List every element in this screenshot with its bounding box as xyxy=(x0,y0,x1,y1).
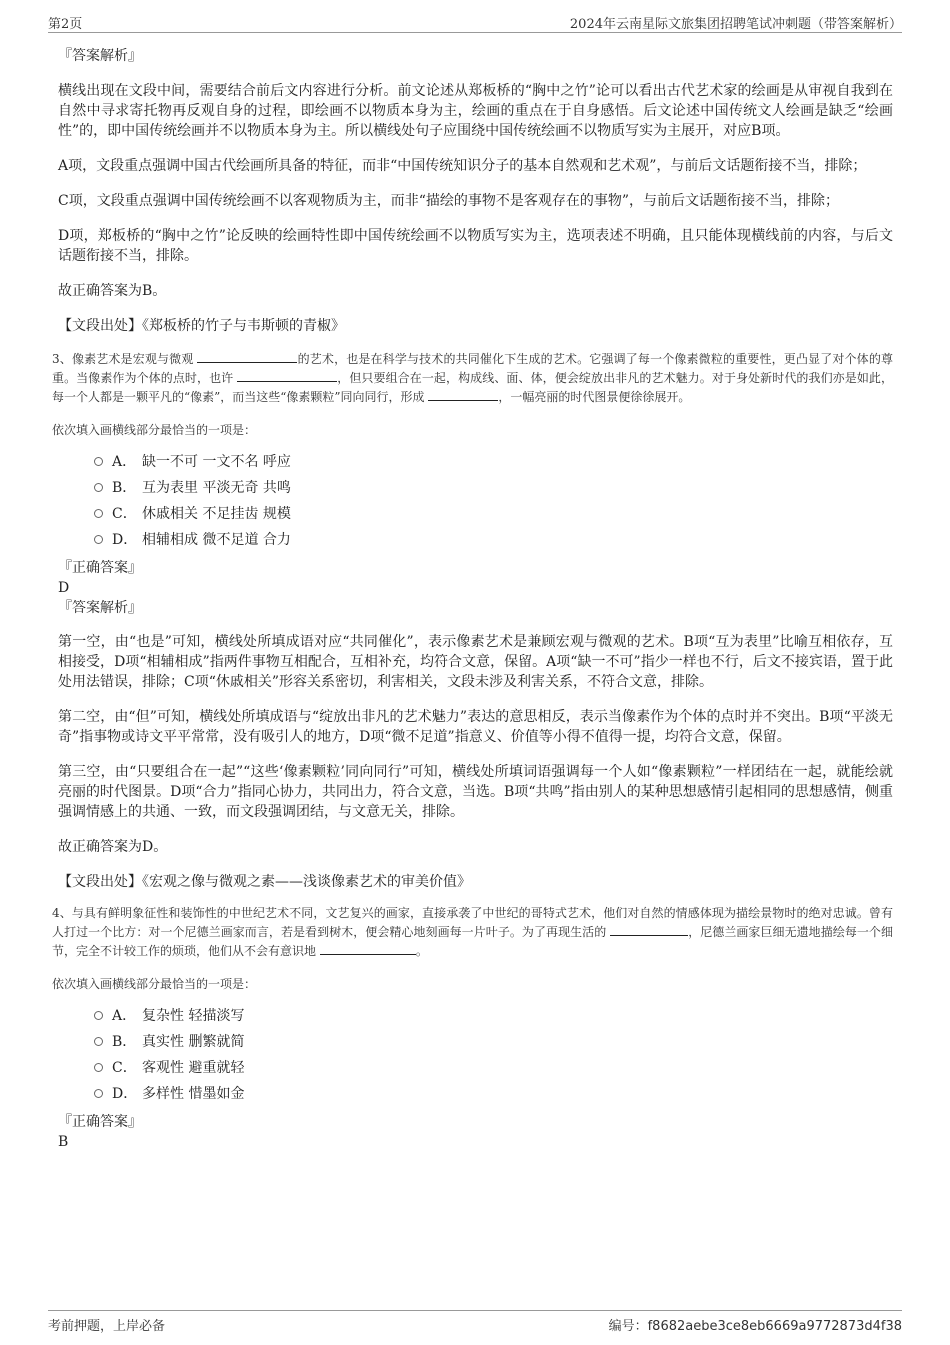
passage-source: 【文段出处】《宏观之像与微观之素——浅谈像素艺术的审美价值》 xyxy=(58,874,471,890)
passage-source: 【文段出处】《郑板桥的竹子与韦斯顿的青椒》 xyxy=(58,318,345,334)
analysis-paragraph: 第三空，由“只要组合在一起”“这些‘像素颗粒’同向同行”可知，横线处所填词语强调每一个人如“像素颗粒”一样团结在一起，就能绘就亮丽的时代图景。D项“合力”指同心协力，共同出力，符合文意，当选。B项“共鸣”指由别人的某种思想感情引起相同的思想感情，侧重强调情感上的共通、一致，而文段强调团结，与文意无关，排除。 xyxy=(58,764,893,820)
analysis-paragraph: D项，郑板桥的“胸中之竹”论反映的绘画特性即中国传统绘画不以物质写实为主，选项表述不明确，且只能体现横线前的内容，与后文话题衔接不当，排除。 xyxy=(58,228,893,264)
option-b[interactable]: B． 真实性 删繁就简 xyxy=(94,1032,893,1058)
option-list xyxy=(94,1006,893,1110)
radio-icon[interactable] xyxy=(94,1089,103,1098)
option-c[interactable]: C． 休戚相关 不足挂齿 规模 xyxy=(94,504,893,530)
document-title: 2024年云南星际文旅集团招聘笔试冲刺题（带答案解析） xyxy=(569,17,902,32)
question-prompt: 依次填入画横线部分最恰当的一项是： xyxy=(52,977,257,991)
analysis-paragraph: 第二空，由“但”可知，横线处所填成语与“绽放出非凡的艺术魅力”表达的意思相反，表示当像素作为个体的点时并不突出。B项“平淡无奇”指事物或诗文平平常常，没有吸引人的地方，D项“微不足道”指意义、价值等小得不值得一提，均符合文意，保留。 xyxy=(58,709,893,745)
question-prompt: 依次填入画横线部分最恰当的一项是： xyxy=(52,423,257,437)
answer-label: 『正确答案』 xyxy=(58,1114,142,1130)
radio-icon[interactable] xyxy=(94,1011,103,1020)
fill-blank xyxy=(237,369,337,382)
radio-icon[interactable] xyxy=(94,457,103,466)
conclusion: 故正确答案为D。 xyxy=(58,839,168,855)
answer-value: B xyxy=(58,1134,69,1150)
radio-icon[interactable] xyxy=(94,1063,103,1072)
page-content xyxy=(52,44,893,1152)
conclusion: 故正确答案为B。 xyxy=(58,283,167,299)
answer-value: D xyxy=(58,580,70,596)
question-stem: 3、像素艺术是宏观与微观 的艺术，也是在科学与技术的共同催化下生成的艺术。它强调了每一个像素微粒的重要性，更凸显了对个体的尊重。当像素作为个体的点时，也许 ，但只要组合在一起，构成线、面、体，便会绽放出非凡的艺术魅力。对于身处新时代的我们亦是如此，每一个人都是一颗平凡的“像素”，而当这些“像素颗粒”同向同行，形成 ，一幅亮丽的时代图景便徐徐展开。 xyxy=(52,352,893,404)
option-a[interactable]: A． 缺一不可 一文不名 呼应 xyxy=(94,452,893,478)
page-number: 第2页 xyxy=(48,17,83,32)
page-footer xyxy=(48,1310,902,1334)
option-a[interactable]: A． 复杂性 轻描淡写 xyxy=(94,1006,893,1032)
question-stem: 4、与具有鲜明象征性和装饰性的中世纪艺术不同，文艺复兴的画家，直接承袭了中世纪的哥特式艺术，他们对自然的情感体现为描绘景物时的绝对忠诚。曾有人打过一个比方：对一个尼德兰画家而言，若是看到树木，便会精心地刻画每一片叶子。为了再现生活的 ，尼德兰画家巨细无遗地描绘每一个细节，完全不计较工作的烦琐，他们从不会有意识地 。 xyxy=(52,906,893,958)
page-header xyxy=(48,12,902,33)
option-b[interactable]: B． 互为表里 平淡无奇 共鸣 xyxy=(94,478,893,504)
option-c[interactable]: C． 客观性 避重就轻 xyxy=(94,1058,893,1084)
radio-icon[interactable] xyxy=(94,1037,103,1046)
fill-blank xyxy=(428,388,498,401)
analysis-paragraph: 横线出现在文段中间，需要结合前后文内容进行分析。前文论述从郑板桥的“胸中之竹”论可以看出古代艺术家的绘画是从审视自我到在自然中寻求寄托物再反观自身的过程，即绘画不以物质本身为主，绘画的重点在于自身感悟。后文论述中国传统文人绘画是缺乏“绘画性”的，即中国传统绘画并不以物质本身为主。所以横线处句子应围绕中国传统绘画不以物质写实为主展开，对应B项。 xyxy=(58,83,893,139)
analysis-label: 『答案解析』 xyxy=(58,48,142,64)
radio-icon[interactable] xyxy=(94,535,103,544)
footer-slogan: 考前押题，上岸必备 xyxy=(48,1319,166,1334)
analysis-paragraph: A项，文段重点强调中国古代绘画所具备的特征，而非“中国传统知识分子的基本自然观和艺术观”，与前后文话题衔接不当，排除； xyxy=(58,158,867,174)
analysis-paragraph: C项，文段重点强调中国传统绘画不以客观物质为主，而非“描绘的事物不是客观存在的事物”，与前后文话题衔接不当，排除； xyxy=(58,193,840,209)
fill-blank xyxy=(197,350,297,363)
answer-label: 『正确答案』 xyxy=(58,560,142,576)
option-d[interactable]: D． 多样性 惜墨如金 xyxy=(94,1084,893,1110)
radio-icon[interactable] xyxy=(94,509,103,518)
option-d[interactable]: D． 相辅相成 微不足道 合力 xyxy=(94,530,893,556)
fill-blank xyxy=(610,923,688,936)
document-code: 编号：f8682aebe3ce8eb6669a9772873d4f38 xyxy=(608,1319,902,1334)
radio-icon[interactable] xyxy=(94,483,103,492)
fill-blank xyxy=(320,942,416,955)
option-list xyxy=(94,452,893,556)
analysis-paragraph: 第一空，由“也是”可知，横线处所填成语对应“共同催化”，表示像素艺术是兼顾宏观与微观的艺术。B项“互为表里”比喻互相依存，互相接受，D项“相辅相成”指两件事物互相配合，互相补充，均符合文意，保留。A项“缺一不可”指少一样也不行，后文不接宾语，置于此处用法错误，排除；C项“休戚相关”形容关系密切，利害相关，文段未涉及利害关系，不符合文意，排除。 xyxy=(58,634,893,690)
analysis-label: 『答案解析』 xyxy=(58,600,142,616)
